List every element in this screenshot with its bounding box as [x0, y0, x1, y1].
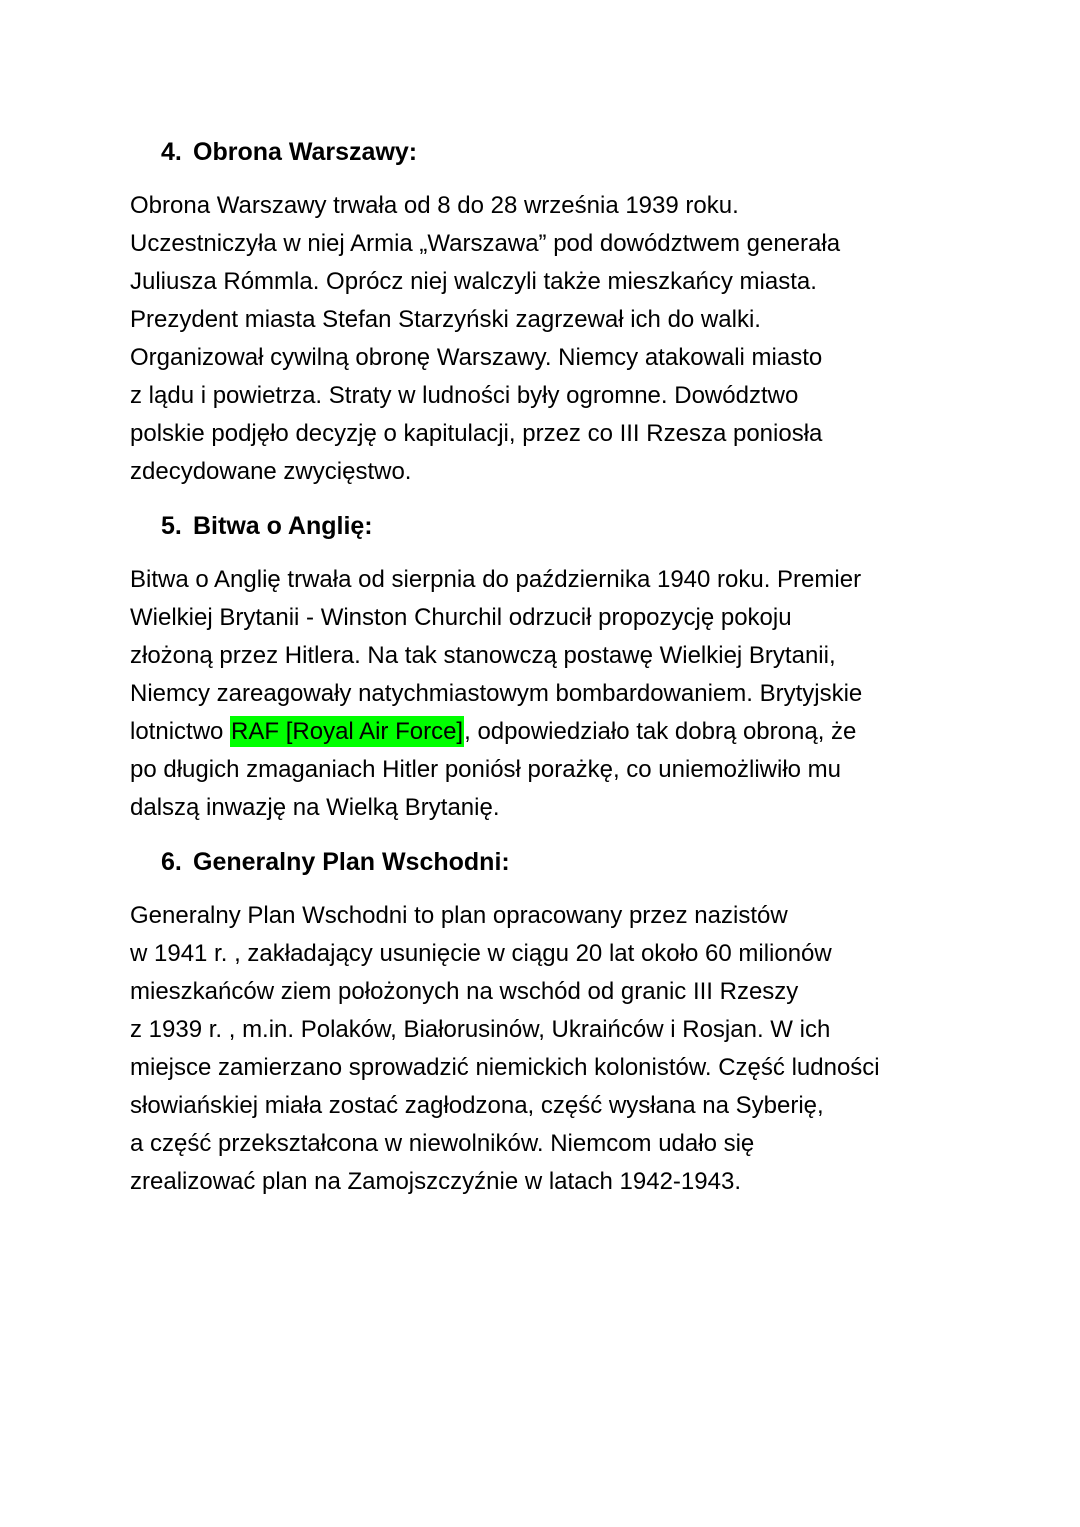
text-line: w 1941 r. , zakładający usunięcie w ciągu 20 lat około 60 milionów [130, 940, 832, 967]
paragraph-bitwa-o-anglie [130, 561, 990, 827]
text-line: dalszą inwazję na Wielką Brytanię. [130, 794, 500, 821]
heading-text: Bitwa o Anglię: [193, 512, 373, 540]
text-line: z 1939 r. , m.in. Polaków, Białorusinów, Ukraińców i Rosjan. W ich [130, 1016, 831, 1043]
text-line: a część przekształcona w niewolników. Niemcom udało się [130, 1130, 755, 1157]
text-before-highlight: lotnictwo [130, 718, 231, 745]
text-line: Prezydent miasta Stefan Starzyński zagrzewał ich do walki. [130, 306, 761, 333]
text-line: Generalny Plan Wschodni to plan opracowany przez nazistów [130, 902, 788, 929]
text-line: z lądu i powietrza. Straty w ludności były ogromne. Dowództwo [130, 382, 799, 409]
heading-number: 6. [161, 848, 182, 876]
text-line: Bitwa o Anglię trwała od sierpnia do października 1940 roku. Premier [130, 566, 862, 593]
text-line-with-highlight [130, 713, 990, 751]
text-line: Juliusza Rómmla. Oprócz niej walczyli także mieszkańcy miasta. [130, 268, 817, 295]
text-line: Obrona Warszawy trwała od 8 do 28 września 1939 roku. [130, 192, 739, 219]
text-line: Wielkiej Brytanii - Winston Churchil odrzucił propozycję pokoju [130, 604, 792, 631]
section-heading-4 [130, 133, 990, 171]
heading-number: 4. [161, 138, 182, 166]
text-line: Organizował cywilną obronę Warszawy. Niemcy atakowali miasto [130, 344, 823, 371]
text-line: słowiańskiej miała zostać zagłodzona, część wysłana na Syberię, [130, 1092, 824, 1119]
text-line: Uczestniczyła w niej Armia „Warszawa” pod dowództwem generała [130, 230, 841, 257]
heading-number: 5. [161, 512, 182, 540]
text-line: miejsce zamierzano sprowadzić niemickich kolonistów. Część ludności [130, 1054, 880, 1081]
text-line: złożoną przez Hitlera. Na tak stanowczą postawę Wielkiej Brytanii, [130, 642, 836, 669]
section-heading-5 [130, 507, 990, 545]
text-line: polskie podjęło decyzję o kapitulacji, przez co III Rzesza poniosła [130, 420, 823, 447]
text-line: po długich zmaganiach Hitler poniósł porażkę, co uniemożliwiło mu [130, 756, 842, 783]
section-heading-6 [130, 843, 990, 881]
text-line: Niemcy zareagowały natychmiastowym bombardowaniem. Brytyjskie [130, 680, 863, 707]
heading-text: Obrona Warszawy: [193, 138, 418, 166]
highlighted-text: RAF [Royal Air Force] [231, 718, 464, 745]
paragraph-generalny-plan-wschodni [130, 897, 990, 1201]
text-after-highlight: , odpowiedziało tak dobrą obroną, że [464, 718, 857, 745]
text-line: zdecydowane zwycięstwo. [130, 458, 412, 485]
text-line: mieszkańców ziem położonych na wschód od granic III Rzeszy [130, 978, 799, 1005]
heading-text: Generalny Plan Wschodni: [193, 848, 510, 876]
text-line: zrealizować plan na Zamojszczyźnie w latach 1942-1943. [130, 1168, 741, 1195]
paragraph-obrona-warszawy [130, 187, 990, 491]
